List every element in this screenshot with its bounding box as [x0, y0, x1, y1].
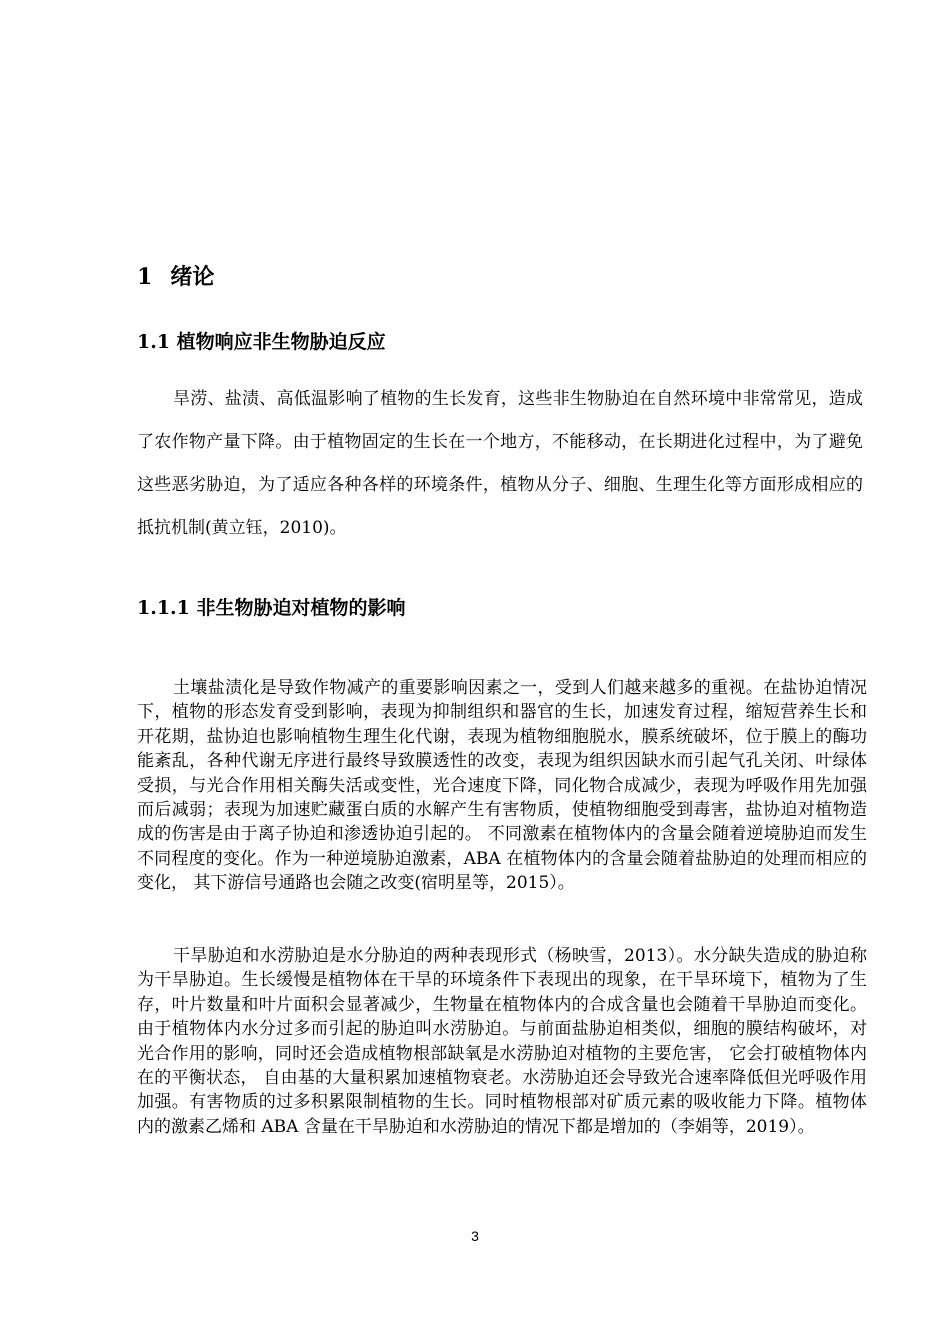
body-paragraph-intro: 旱涝、盐渍、高低温影响了植物的生长发育，这些非生物胁迫在自然环境中非常常见，造成了农作物产量下降。由于植物固定的生长在一个地方，不能移动，在长期进化过程中，为了避免这些恶劣胁迫，为了适应各种各样的环境条件，植物从分子、细胞、生理生化等方面形成相应的抵抗机制(黄立钰，2010)。 [137, 389, 863, 538]
chapter-heading [137, 262, 214, 292]
chapter-number: 1 [137, 264, 153, 290]
chapter-title: 绪论 [170, 264, 215, 290]
section-heading: 1.1 植物响应非生物胁迫反应 [137, 331, 386, 353]
body-paragraph-salt-stress: 土壤盐渍化是导致作物减产的重要影响因素之一，受到人们越来越多的重视。在盐协迫情况下，植物的形态发育受到影响，表现为抑制组织和器官的生长，加速发育过程，缩短营养生长和开花期，盐协迫也影响植物生理生化代谢，表现为植物细胞脱水，膜系统破坏，位于膜上的酶功能紊乱，各种代谢无序进行最终导致膜透性的改变，表现为组织因缺水而引起气孔关闭、叶绿体受损，与光合作用相关酶失活或变性，光合速度下降，同化物合成减少，表现为呼吸作用先加强而后减弱；表现为加速贮藏蛋白质的水解产生有害物质，使植物细胞受到毒害，盐协迫对植物造成的伤害是由于离子协迫和渗透协迫引起的。 不同激素在植物体内的含量会随着逆境胁迫而发生不同程度的变化。作为一种逆境胁迫激素，ABA 在植物体内的含量会随着盐胁迫的处理而相应的变化， 其下游信号通路也会随之改变(宿明星等，2015）。 [137, 678, 867, 894]
page-number: 3 [471, 1228, 479, 1244]
subsection-heading: 1.1.1 非生物胁迫对植物的影响 [137, 597, 406, 619]
body-paragraph-water-stress: 干旱胁迫和水涝胁迫是水分胁迫的两种表现形式（杨映雪，2013）。水分缺失造成的胁迫称为干旱胁迫。生长缓慢是植物体在干旱的环境条件下表现出的现象，在干旱环境下，植物为了生存，叶片数量和叶片面积会显著减少，生物量在植物体内的合成含量也会随着干旱胁迫而变化。由于植物体内水分过多而引起的胁迫叫水涝胁迫。与前面盐胁迫相类似，细胞的膜结构破坏，对光合作用的影响，同时还会造成植物根部缺氧是水涝胁迫对植物的主要危害， 它会打破植物体内在的平衡状态， 自由基的大量积累加速植物衰老。水涝胁迫还会导致光合速率降低但光呼吸作用加强。有害物质的过多积累限制植物的生长。同时植物根部对矿质元素的吸收能力下降。植物体内的激素乙烯和 ABA 含量在干旱胁迫和水涝胁迫的情况下都是增加的（李娟等，2019）。 [137, 946, 867, 1137]
